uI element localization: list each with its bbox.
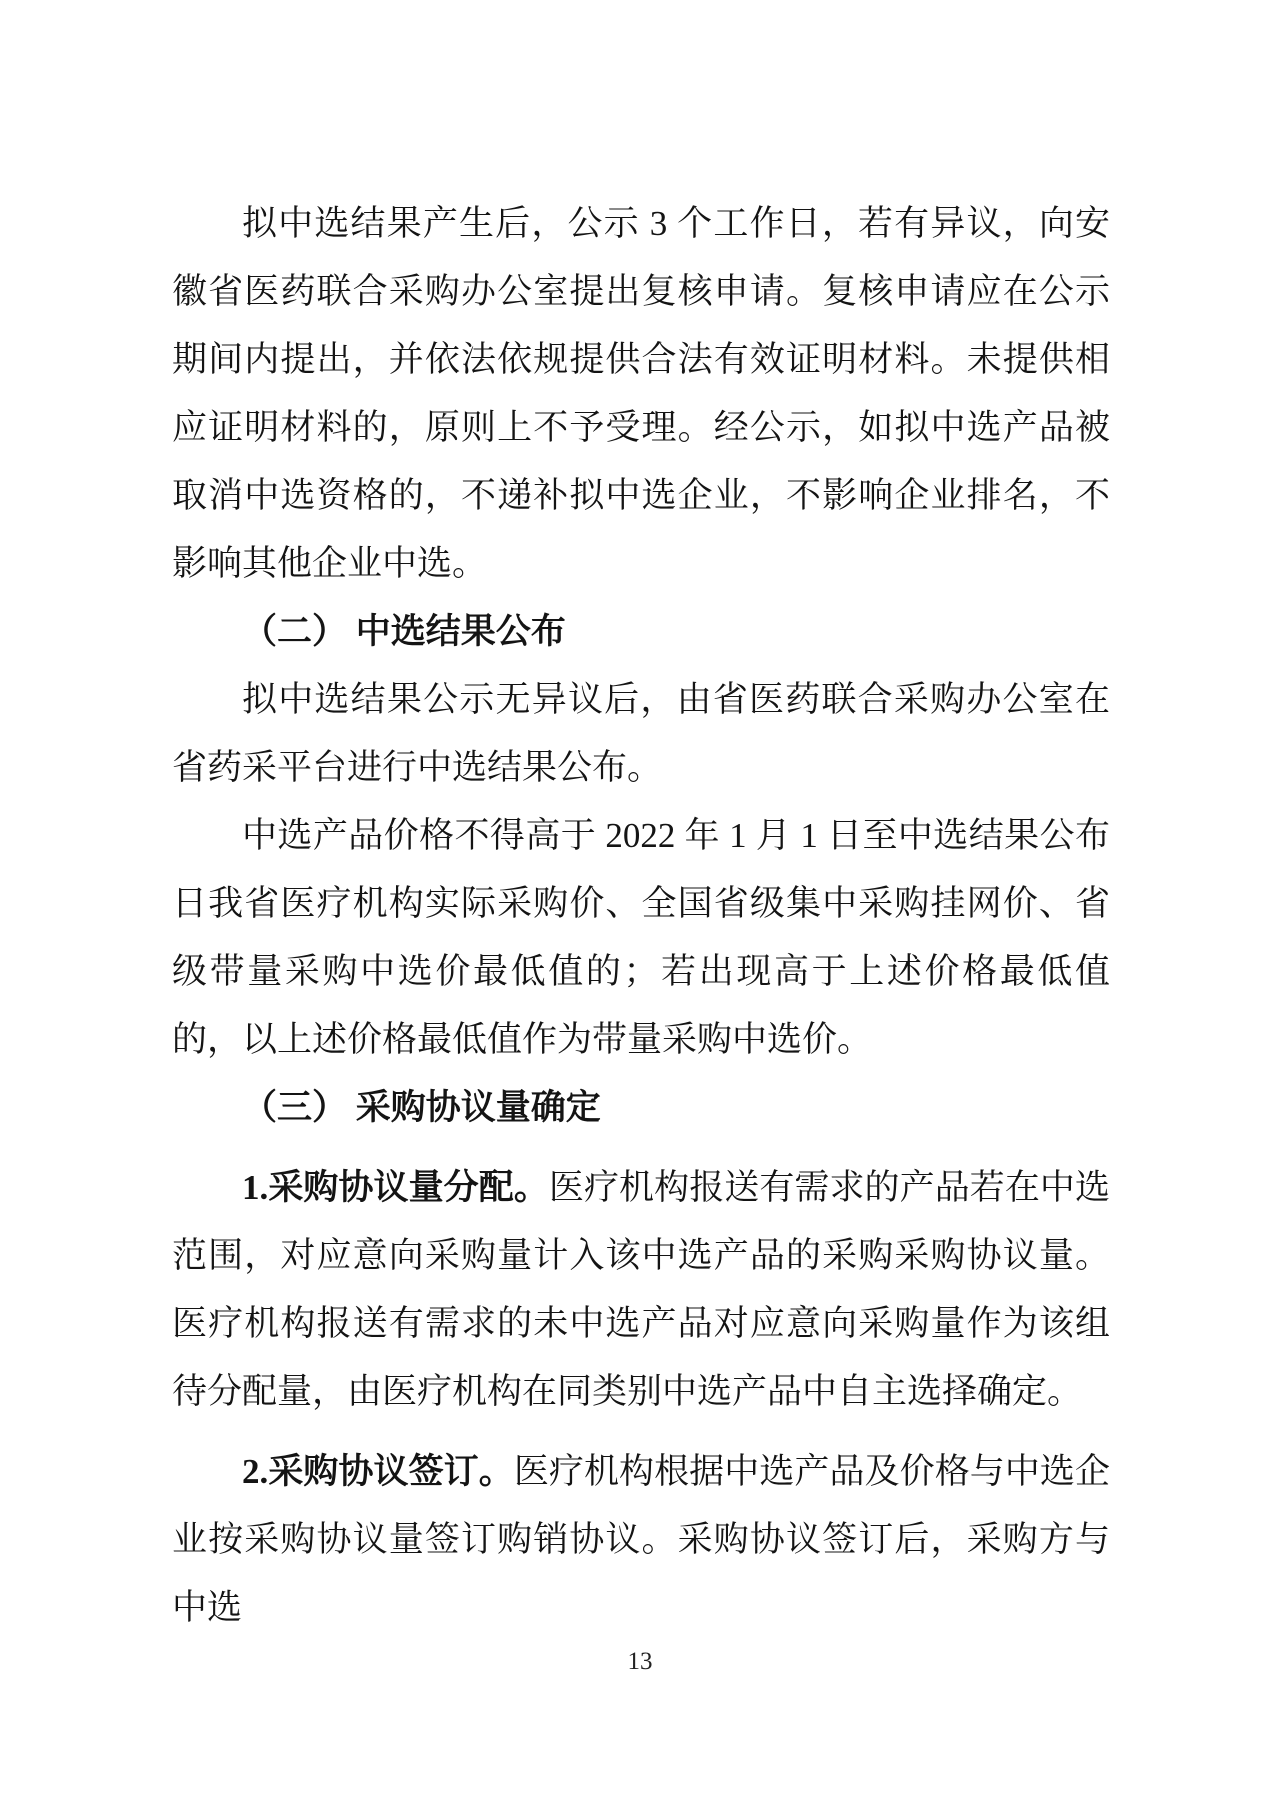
paragraph-volume-allocation-text: 医疗机构报送有需求的产品若在中选范围，对应意向采购量计入该中选产品的采购采购协议量。医疗机构报送有需求的未中选产品对应意向采购量作为该组待分配量，由医疗机构在同类别中选产品中自主选择确定。 — [172, 1168, 1110, 1411]
heading-section-2-result-publication: （二） 中选结果公布 — [242, 612, 566, 651]
paragraph-price-ceiling: 中选产品价格不得高于 2022 年 1 月 1 日至中选结果公布日我省医疗机构实际采购价、全国省级集中采购挂网价、省级带量采购中选价最低值的；若出现高于上述价格最低值的，以上述价格最低值作为带量采购中选价。 — [172, 816, 1110, 1059]
paragraph-volume-allocation — [172, 1154, 1110, 1426]
paragraph-agreement-signing-lead: 2.采购协议签订。 — [242, 1452, 514, 1491]
paragraph-result-publication: 拟中选结果公示无异议后，由省医药联合采购办公室在省药采平台进行中选结果公布。 — [172, 680, 1110, 787]
document-body — [172, 190, 1110, 1642]
paragraph-review-request: 拟中选结果产生后，公示 3 个工作日，若有异议，向安徽省医药联合采购办公室提出复核申请。复核申请应在公示期间内提出，并依法依规提供合法有效证明材料。未提供相应证明材料的，原则上不予受理。经公示，如拟中选产品被取消中选资格的，不递补拟中选企业，不影响企业排名，不影响其他企业中选。 — [172, 204, 1110, 583]
paragraph-agreement-signing — [172, 1438, 1110, 1642]
paragraph-volume-allocation-lead: 1.采购协议量分配。 — [242, 1168, 549, 1207]
heading-section-3-agreement-volume: （三） 采购协议量确定 — [242, 1088, 601, 1127]
paragraph-agreement-signing-text: 医疗机构根据中选产品及价格与中选企业按采购协议量签订购销协议。采购协议签订后，采购方与中选 — [172, 1452, 1110, 1627]
page-number: 13 — [627, 1648, 653, 1675]
